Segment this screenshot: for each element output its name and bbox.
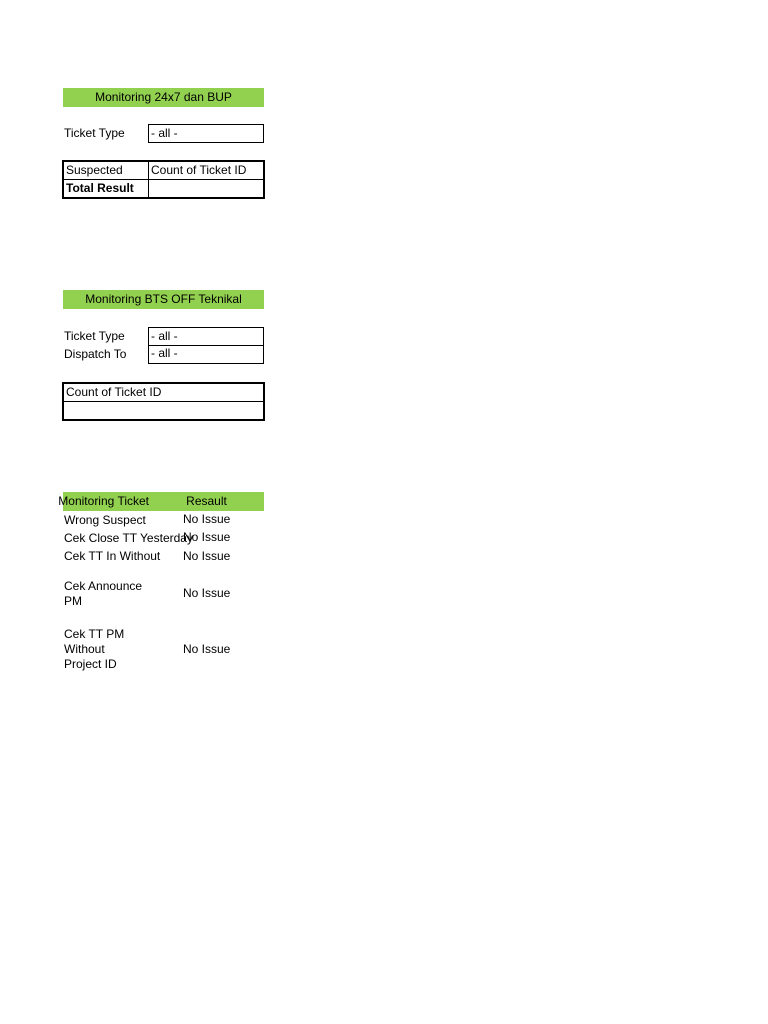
check-label-announce-pm: Cek Announce PM bbox=[64, 579, 143, 608]
result-announce-pm: No Issue bbox=[183, 586, 231, 600]
table-row bbox=[63, 180, 264, 199]
filter-label-ticket-type: Ticket Type bbox=[64, 329, 125, 343]
filter-label-ticket-type: Ticket Type bbox=[64, 126, 125, 140]
column-header-resault: Resault bbox=[186, 494, 227, 508]
check-label-tt-in-without: Cek TT In Without bbox=[64, 549, 161, 563]
column-header-monitoring-ticket-text: Monitoring Ticket bbox=[58, 494, 149, 508]
check-label-close-tt-yesterday: Cek Close TT Yesterday bbox=[64, 531, 193, 545]
filter-ticket-type-select[interactable]: - all - bbox=[148, 124, 264, 143]
column-header-count-ticket-id: Count of Ticket ID bbox=[63, 383, 264, 402]
filter-label-dispatch-to: Dispatch To bbox=[64, 347, 127, 361]
pivot-table-count bbox=[62, 382, 265, 421]
column-header-suspected: Suspected bbox=[63, 161, 149, 180]
check-label-wrong-suspect: Wrong Suspect bbox=[64, 513, 146, 527]
check-label-tt-pm-without-project-id: Cek TT PM Without Project ID bbox=[64, 627, 125, 671]
table-row bbox=[63, 402, 264, 421]
section3-header-row bbox=[58, 492, 264, 511]
table-row bbox=[63, 383, 264, 402]
filter-ticket-type-select[interactable]: - all - bbox=[148, 327, 264, 346]
count-value bbox=[63, 402, 264, 421]
result-tt-pm-without-project-id: No Issue bbox=[183, 642, 231, 656]
column-header-count-ticket-id: Count of Ticket ID bbox=[149, 161, 265, 180]
section-title-monitoring-bts-off: Monitoring BTS OFF Teknikal bbox=[63, 290, 264, 309]
section-title-monitoring-24x7: Monitoring 24x7 dan BUP bbox=[63, 88, 264, 107]
total-result-value bbox=[149, 180, 265, 199]
result-wrong-suspect: No Issue bbox=[183, 512, 231, 526]
column-header-monitoring-ticket bbox=[60, 492, 149, 511]
table-row bbox=[63, 161, 264, 180]
result-close-tt-yesterday: No Issue bbox=[183, 530, 231, 544]
total-result-label: Total Result bbox=[63, 180, 149, 199]
filter-dispatch-to-select[interactable]: - all - bbox=[148, 345, 264, 364]
result-tt-in-without: No Issue bbox=[183, 549, 231, 563]
pivot-table-suspected bbox=[62, 160, 265, 199]
